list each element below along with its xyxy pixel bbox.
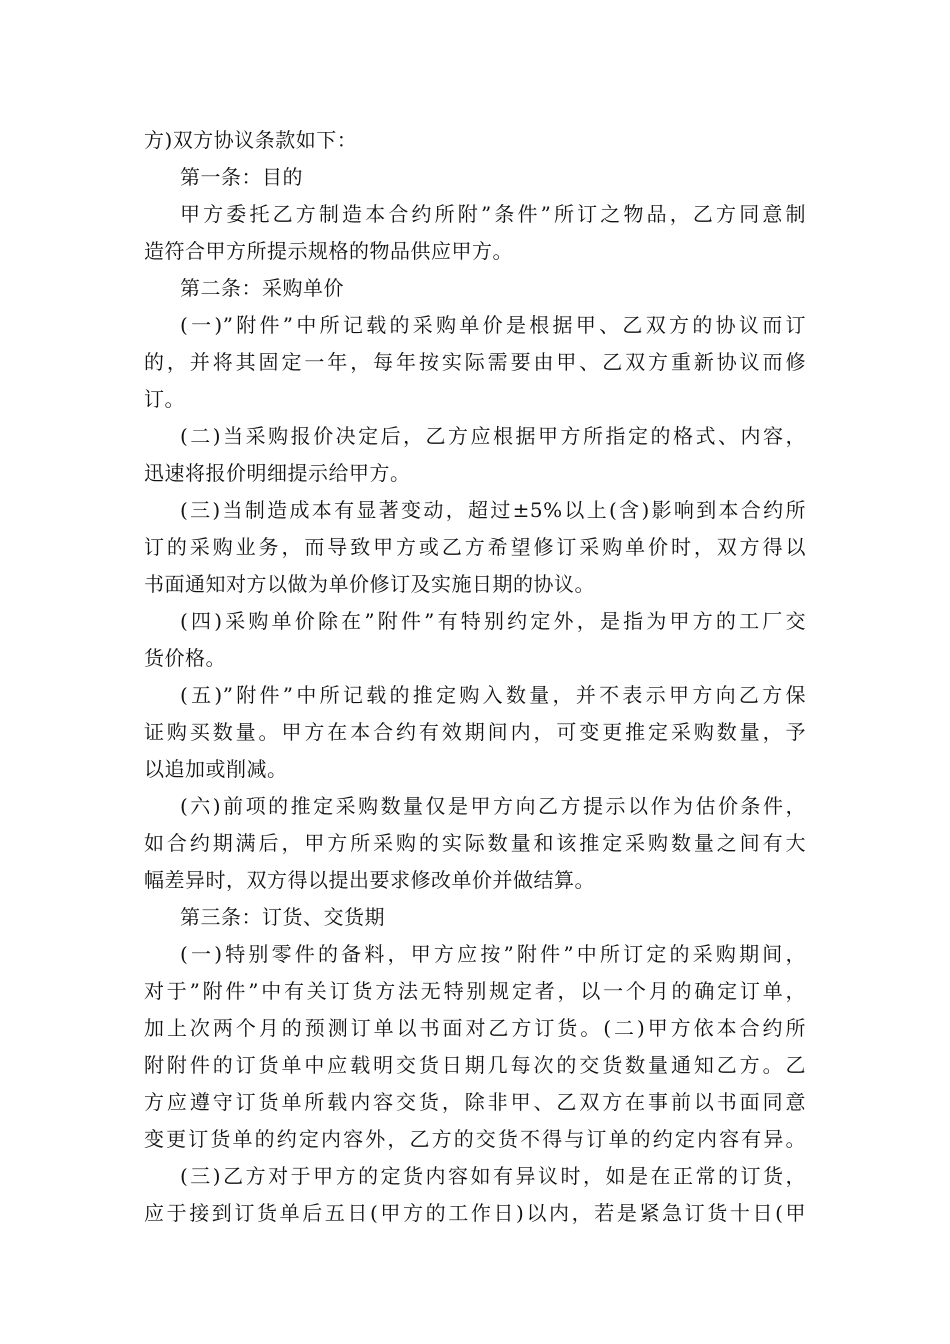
text-line: 第一条：目的	[180, 165, 303, 189]
text-line: (六)前项的推定采购数量仅是甲方向乙方提示以作为估价条件，	[180, 794, 806, 818]
text-line: 证购买数量。甲方在本合约有效期间内，可变更推定采购数量，予	[144, 720, 806, 744]
document-body	[144, 122, 806, 1232]
text-line: 以追加或削减。	[144, 757, 288, 781]
text-line: (一)”附件”中所记载的采购单价是根据甲、乙双方的协议而订	[180, 313, 806, 337]
text-line: 订的采购业务，而导致甲方或乙方希望修订采购单价时，双方得以	[144, 535, 806, 559]
text-line: 应于接到订货单后五日(甲方的工作日)以内，若是紧急订货十日(甲	[144, 1201, 806, 1225]
text-line: 第二条：采购单价	[180, 276, 344, 300]
text-line: 书面通知对方以做为单价修订及实施日期的协议。	[144, 572, 595, 596]
text-line: 货价格。	[144, 646, 226, 670]
text-line: 变更订货单的约定内容外，乙方的交货不得与订单的约定内容有异。	[144, 1127, 806, 1151]
text-line: 附附件的订货单中应载明交货日期几每次的交货数量通知乙方。乙	[144, 1053, 806, 1077]
text-line: (四)采购单价除在”附件”有特别约定外，是指为甲方的工厂交	[180, 609, 806, 633]
text-line: (一)特别零件的备料，甲方应按”附件”中所订定的采购期间，	[180, 942, 806, 966]
text-line: (五)”附件”中所记载的推定购入数量，并不表示甲方向乙方保	[180, 683, 806, 707]
text-line: 甲方委托乙方制造本合约所附”条件”所订之物品，乙方同意制	[180, 202, 806, 226]
text-line: (二)当采购报价决定后，乙方应根据甲方所指定的格式、内容，	[180, 424, 806, 448]
text-line: (三)乙方对于甲方的定货内容如有异议时，如是在正常的订货，	[180, 1164, 806, 1188]
text-line: 方应遵守订货单所载内容交货，除非甲、乙双方在事前以书面同意	[144, 1090, 806, 1114]
text-line: 加上次两个月的预测订单以书面对乙方订货。(二)甲方依本合约所	[144, 1016, 806, 1040]
text-line: 造符合甲方所提示规格的物品供应甲方。	[144, 239, 513, 263]
text-line: (三)当制造成本有显著变动，超过±5%以上(含)影响到本合约所	[180, 498, 806, 522]
text-line: 对于”附件”中有关订货方法无特别规定者，以一个月的确定订单，	[144, 979, 806, 1003]
text-line: 幅差异时，双方得以提出要求修改单价并做结算。	[144, 868, 595, 892]
text-line: 如合约期满后，甲方所采购的实际数量和该推定采购数量之间有大	[144, 831, 806, 855]
text-line: 方)双方协议条款如下：	[144, 128, 358, 152]
text-line: 迅速将报价明细提示给甲方。	[144, 461, 411, 485]
text-line: 第三条：订货、交货期	[180, 905, 385, 929]
text-line: 的，并将其固定一年，每年按实际需要由甲、乙双方重新协议而修	[144, 350, 806, 374]
text-line: 订。	[144, 387, 185, 411]
